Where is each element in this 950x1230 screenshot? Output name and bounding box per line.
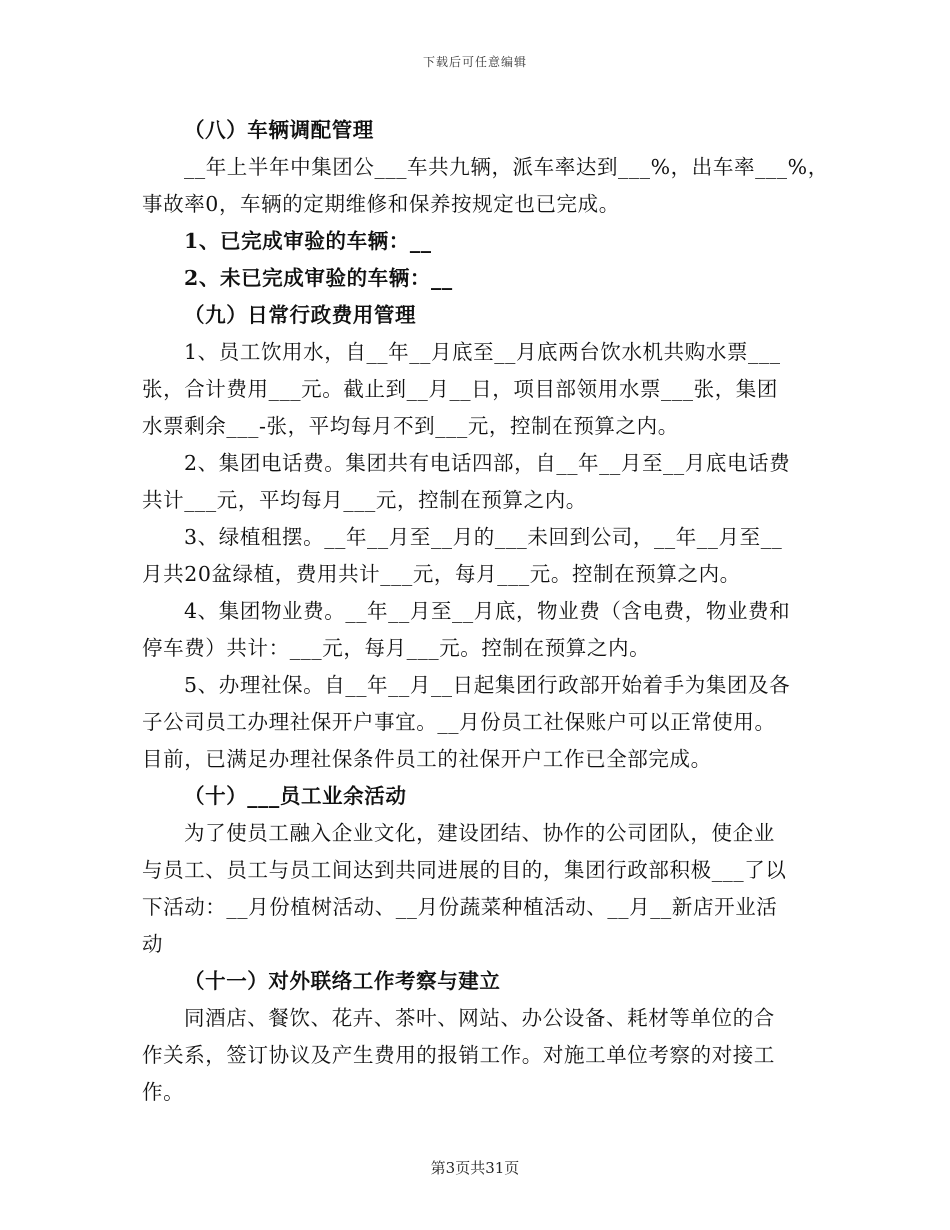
paragraph-line: 停车费）共计：___元，每月___元。控制在预算之内。 [142, 636, 651, 660]
paragraph-line: 子公司员工办理社保开户事宜。__月份员工社保账户可以正常使用。 [142, 710, 776, 734]
paragraph-line: 目前，已满足办理社保条件员工的社保开户工作已全部完成。 [142, 747, 712, 771]
paragraph-line: 与员工、员工与员工间达到共同进展的目的，集团行政部积极___了以 [142, 858, 787, 882]
paragraph-line: 作关系，签订协议及产生费用的报销工作。对施工单位考察的对接工 [142, 1043, 775, 1067]
page-header: 下载后可任意编辑 [422, 55, 527, 69]
section-heading-10: （十）___员工业余活动 [184, 784, 407, 808]
sub-heading-verified-vehicles: 1、已完成审验的车辆：__ [184, 229, 432, 253]
page-footer: 第3页共31页 [430, 1159, 520, 1177]
paragraph-line: 同酒店、餐饮、花卉、茶叶、网站、办公设备、耗材等单位的合 [184, 1006, 775, 1030]
paragraph-line: 2、集团电话费。集团共有电话四部，自__年__月至__月底电话费 [184, 451, 791, 475]
document-body [142, 112, 829, 1111]
paragraph-line: 动 [142, 932, 164, 956]
paragraph-line: 共计___元，平均每月___元，控制在预算之内。 [142, 488, 587, 512]
section-heading-8: （八）车辆调配管理 [184, 118, 374, 142]
paragraph-line: __年上半年中集团公___车共九辆，派车率达到___%，出车率___%， [184, 155, 829, 179]
section-heading-9: （九）日常行政费用管理 [184, 303, 417, 327]
paragraph-line: 水票剩余___-张，平均每月不到___元，控制在预算之内。 [142, 414, 679, 438]
sub-heading-unverified-vehicles: 2、未已完成审验的车辆：__ [184, 266, 453, 290]
paragraph-line: 月共20盆绿植，费用共计___元，每月___元。控制在预算之内。 [142, 562, 741, 586]
paragraph-line: 3、绿植租摆。__年__月至__月的___未回到公司，__年__月至__ [184, 525, 783, 549]
paragraph-line: 张，合计费用___元。截止到__月__日，项目部领用水票___张，集团 [142, 377, 778, 401]
paragraph-line: 下活动：__月份植树活动、__月份蔬菜种植活动、__月__新店开业活 [142, 895, 778, 919]
paragraph-line: 为了使员工融入企业文化，建设团结、协作的公司团队，使企业 [184, 821, 775, 845]
paragraph-line: 5、办理社保。自__年__月__日起集团行政部开始着手为集团及各 [184, 673, 791, 697]
paragraph-line: 事故率0，车辆的定期维修和保养按规定也已完成。 [142, 192, 620, 216]
paragraph-line: 1、员工饮用水，自__年__月底至__月底两台饮水机共购水票___ [184, 340, 781, 364]
section-heading-11: （十一）对外联络工作考察与建立 [184, 969, 501, 993]
paragraph-line: 4、集团物业费。__年__月至__月底，物业费（含电费，物业费和 [184, 599, 791, 623]
paragraph-line: 作。 [142, 1080, 185, 1104]
